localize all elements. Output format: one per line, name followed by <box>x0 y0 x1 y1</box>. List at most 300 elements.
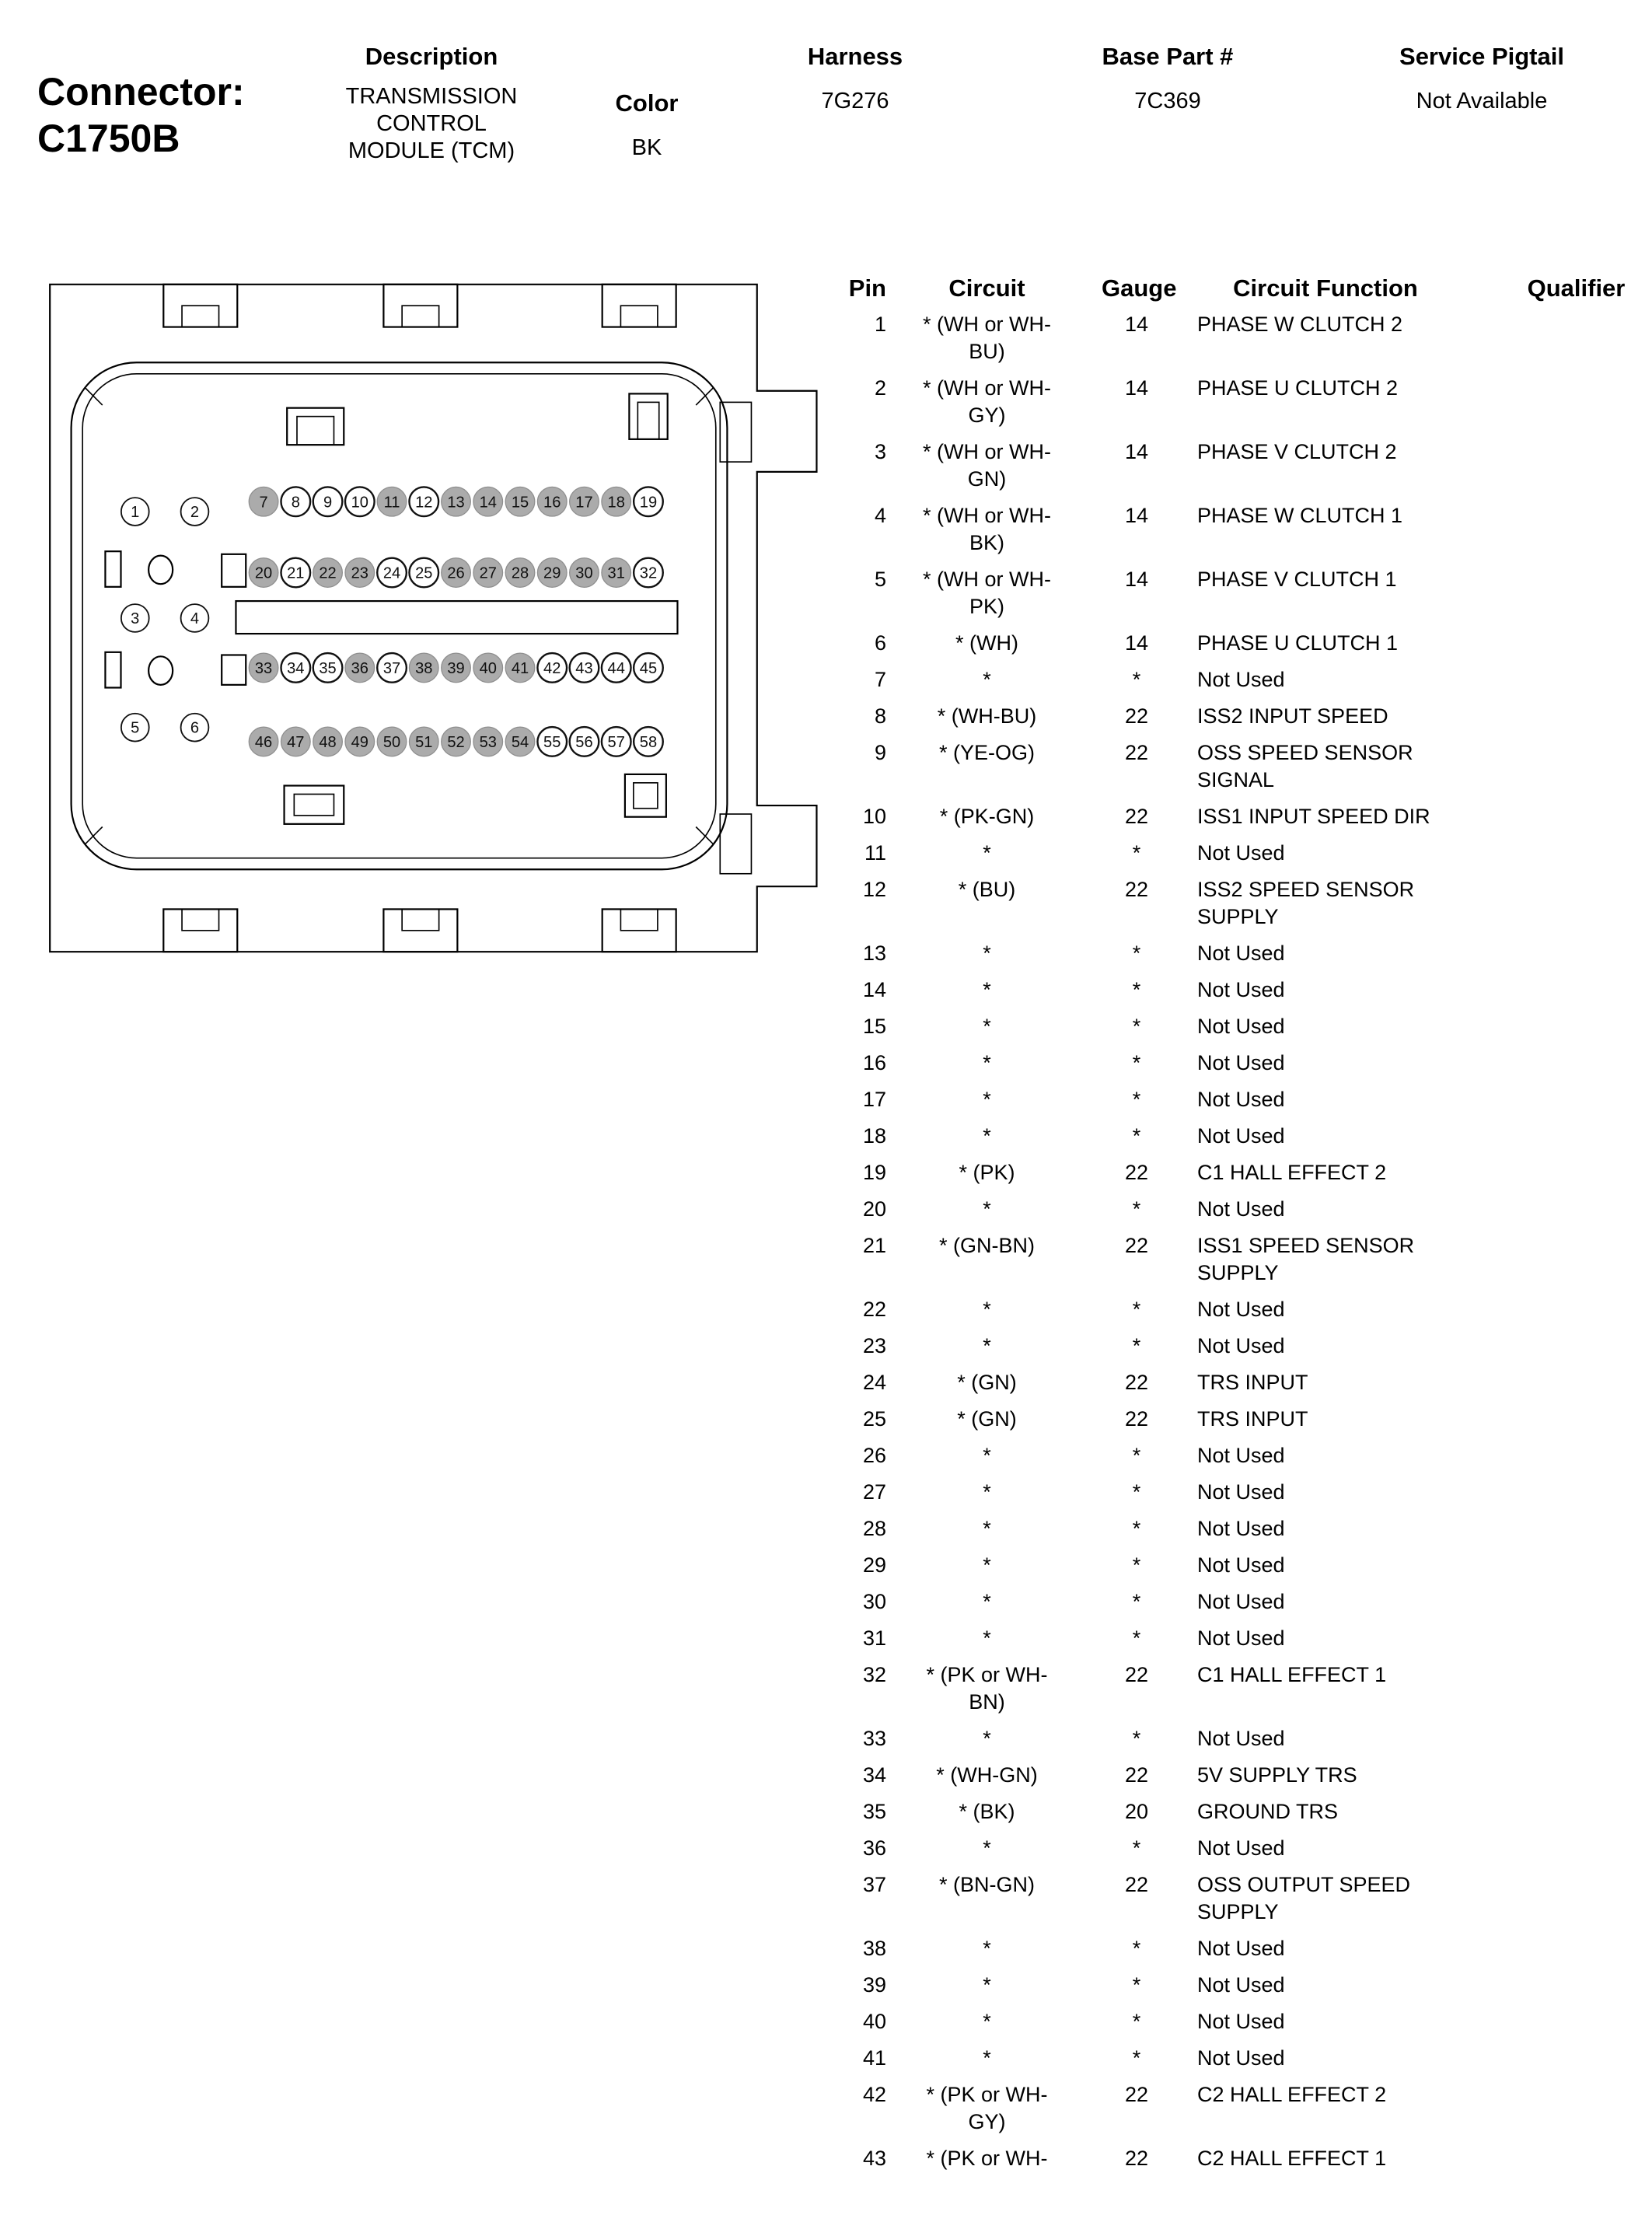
connector-pin-55 <box>537 727 567 756</box>
svg-text:40: 40 <box>479 660 497 678</box>
pinout-row <box>843 1474 1652 1511</box>
connector-pin-40 <box>473 653 503 683</box>
pinout-row <box>843 735 1652 798</box>
connector-pin-4 <box>181 604 209 632</box>
pinout-rows <box>843 306 1652 2177</box>
svg-text:45: 45 <box>639 660 658 678</box>
pinout-row <box>843 1757 1652 1794</box>
pinout-row <box>843 1328 1652 1364</box>
cell-qualifier <box>1500 311 1652 365</box>
cell-pin: 9 <box>874 741 886 764</box>
cell-qualifier <box>1500 1013 1652 1040</box>
cell-circuit-function: Not Used <box>1197 1836 1285 1860</box>
color-label: Color <box>615 89 679 117</box>
connector-pin-44 <box>602 653 631 683</box>
cell-pin: 5 <box>874 568 886 591</box>
connector-pin-9 <box>313 487 343 516</box>
cell-pin: 23 <box>862 1334 886 1357</box>
svg-text:16: 16 <box>543 494 561 512</box>
connector-pin-47 <box>281 727 310 756</box>
header-color <box>592 89 701 162</box>
cell-circuit-function: C2 HALL EFFECT 2 <box>1197 2083 1387 2106</box>
cell-circuit-function: PHASE V CLUTCH 2 <box>1197 440 1397 463</box>
connector-pin-2 <box>181 498 209 526</box>
svg-text:13: 13 <box>447 494 465 512</box>
cell-circuit-function: Not Used <box>1197 1973 1285 1997</box>
svg-text:55: 55 <box>543 734 561 752</box>
svg-text:51: 51 <box>415 734 433 752</box>
svg-text:32: 32 <box>639 564 658 582</box>
connector-pin-58 <box>634 727 663 756</box>
pinout-row <box>843 370 1652 434</box>
svg-text:1: 1 <box>131 504 140 522</box>
cell-qualifier <box>1500 1369 1652 1396</box>
cell-circuit-function: C1 HALL EFFECT 1 <box>1197 1663 1387 1686</box>
cell-pin: 28 <box>862 1517 886 1540</box>
cell-gauge: 22 <box>1124 1407 1149 1431</box>
svg-text:29: 29 <box>543 564 561 582</box>
connector-pin-51 <box>409 727 438 756</box>
description-value: TRANSMISSION CONTROL MODULE (TCM) <box>345 84 518 163</box>
cell-gauge: * <box>1132 1197 1141 1221</box>
cell-circuit-function: PHASE U CLUTCH 2 <box>1197 376 1399 400</box>
cell-circuit-function: Not Used <box>1197 1334 1285 1357</box>
header-harness <box>785 43 925 115</box>
cell-qualifier <box>1500 1871 1652 1926</box>
connector-pin-15 <box>505 487 535 516</box>
cell-qualifier <box>1500 1798 1652 1825</box>
cell-pin: 2 <box>874 376 886 400</box>
cell-qualifier <box>1500 1972 1652 1999</box>
cell-gauge: * <box>1132 1836 1141 1860</box>
cell-qualifier <box>1500 1552 1652 1579</box>
cell-circuit: * (WH) <box>955 631 1018 655</box>
cell-gauge: * <box>1132 1051 1141 1074</box>
connector-pin-23 <box>345 558 375 588</box>
svg-text:24: 24 <box>382 564 401 582</box>
cell-pin: 4 <box>874 504 886 527</box>
connector-pin-39 <box>442 653 471 683</box>
cell-pin: 37 <box>862 1873 886 1896</box>
cell-circuit-function: ISS1 SPEED SENSOR SUPPLY <box>1197 1234 1415 1284</box>
cell-pin: 34 <box>862 1763 886 1787</box>
cell-pin: 33 <box>862 1727 886 1750</box>
cell-circuit-function: Not Used <box>1197 942 1285 965</box>
page-title <box>37 68 245 162</box>
connector-bottom-tabs <box>163 909 676 952</box>
cell-gauge: 14 <box>1124 568 1149 591</box>
pinout-row <box>843 2140 1652 2177</box>
cell-qualifier <box>1500 666 1652 694</box>
cell-circuit: * (BN-GN) <box>939 1873 1035 1896</box>
connector-pin-24 <box>377 558 407 588</box>
cell-circuit-function: TRS INPUT <box>1197 1407 1308 1431</box>
cell-circuit-function: 5V SUPPLY TRS <box>1197 1763 1357 1787</box>
cell-qualifier <box>1500 438 1652 493</box>
cell-circuit-function: TRS INPUT <box>1197 1371 1308 1394</box>
col-header-pin: Pin <box>848 274 886 302</box>
cell-gauge: * <box>1132 1334 1141 1357</box>
header-service-pigtail <box>1365 43 1598 115</box>
cell-pin: 20 <box>862 1197 886 1221</box>
cell-qualifier <box>1500 1835 1652 1862</box>
cell-qualifier <box>1500 1661 1652 1716</box>
cell-qualifier <box>1500 940 1652 967</box>
connector-top-keying <box>287 393 667 445</box>
svg-text:8: 8 <box>291 494 300 512</box>
connector-pin-12 <box>409 487 438 516</box>
pinout-row <box>843 1155 1652 1191</box>
cell-circuit: * <box>983 1626 991 1650</box>
cell-circuit-function: Not Used <box>1197 1444 1285 1467</box>
svg-text:33: 33 <box>254 660 273 678</box>
connector-pin-11 <box>377 487 407 516</box>
cell-pin: 21 <box>862 1234 886 1257</box>
cell-gauge: * <box>1132 942 1141 965</box>
svg-text:42: 42 <box>543 660 561 678</box>
cell-gauge: 22 <box>1124 1234 1149 1257</box>
cell-gauge: * <box>1132 1088 1141 1111</box>
connector-pin-6 <box>181 714 209 742</box>
cell-gauge: * <box>1132 1444 1141 1467</box>
connector-pin-53 <box>473 727 503 756</box>
col-header-circuit-function: Circuit Function <box>1233 274 1418 302</box>
cell-qualifier <box>1500 739 1652 794</box>
pinout-row <box>843 698 1652 735</box>
cell-pin: 43 <box>862 2147 886 2170</box>
cell-pin: 27 <box>862 1480 886 1504</box>
cell-circuit: * <box>983 978 991 1001</box>
cell-qualifier <box>1500 1588 1652 1616</box>
cell-circuit-function: Not Used <box>1197 1124 1285 1148</box>
svg-text:6: 6 <box>190 719 200 737</box>
connector-pin-49 <box>345 727 375 756</box>
cell-circuit: * (WH or WH-PK) <box>923 568 1051 618</box>
cell-qualifier <box>1500 2008 1652 2035</box>
pinout-row <box>843 1008 1652 1045</box>
cell-circuit-function: ISS2 SPEED SENSOR SUPPLY <box>1197 878 1415 928</box>
cell-circuit: * (BU) <box>958 878 1016 901</box>
cell-qualifier <box>1500 566 1652 620</box>
cell-qualifier <box>1500 1333 1652 1360</box>
cell-circuit: * <box>983 1124 991 1148</box>
pinout-row <box>843 1438 1652 1474</box>
cell-gauge: * <box>1132 1973 1141 1997</box>
base-part-value: 7C369 <box>1134 89 1201 114</box>
svg-text:17: 17 <box>575 494 593 512</box>
svg-text:43: 43 <box>575 660 593 678</box>
svg-text:4: 4 <box>190 610 200 628</box>
cell-pin: 26 <box>862 1444 886 1467</box>
cell-circuit: * (YE-OG) <box>938 741 1035 764</box>
cell-circuit-function: Not Used <box>1197 1051 1285 1074</box>
base-part-label: Base Part # <box>1102 43 1234 70</box>
cell-pin: 6 <box>874 631 886 655</box>
cell-circuit-function: PHASE U CLUTCH 1 <box>1197 631 1399 655</box>
cell-pin: 17 <box>862 1088 886 1111</box>
cell-qualifier <box>1500 703 1652 730</box>
svg-text:58: 58 <box>639 734 658 752</box>
cell-circuit: * <box>983 1444 991 1467</box>
pinout-header-row <box>843 270 1652 306</box>
pinout-row <box>843 1867 1652 1930</box>
connector-pin-46 <box>249 727 278 756</box>
svg-text:38: 38 <box>415 660 433 678</box>
cell-pin: 32 <box>862 1663 886 1686</box>
cell-pin: 38 <box>862 1937 886 1960</box>
cell-circuit-function: OSS OUTPUT SPEED SUPPLY <box>1197 1873 1411 1923</box>
cell-pin: 40 <box>862 2010 886 2033</box>
pinout-row <box>843 1045 1652 1081</box>
connector-pin-30 <box>570 558 599 588</box>
connector-pin-8 <box>281 487 310 516</box>
cell-pin: 29 <box>862 1553 886 1577</box>
svg-text:54: 54 <box>511 734 529 752</box>
cell-circuit: * <box>983 1197 991 1221</box>
svg-text:7: 7 <box>259 494 268 512</box>
connector-pin-34 <box>281 653 310 683</box>
svg-text:56: 56 <box>575 734 593 752</box>
connector-pin-21 <box>281 558 310 588</box>
cell-circuit-function: Not Used <box>1197 1553 1285 1577</box>
cell-pin: 13 <box>862 942 886 965</box>
cell-gauge: 14 <box>1124 440 1149 463</box>
cell-circuit: * <box>983 2010 991 2033</box>
svg-text:39: 39 <box>447 660 465 678</box>
cell-circuit: * (PK or WH- <box>926 2147 1048 2170</box>
connector-pin-29 <box>537 558 567 588</box>
connector-pin-14 <box>473 487 503 516</box>
pinout-row <box>843 625 1652 662</box>
cell-pin: 25 <box>862 1407 886 1431</box>
pinout-row <box>843 2040 1652 2077</box>
cell-gauge: * <box>1132 1937 1141 1960</box>
connector-pin-3 <box>121 604 149 632</box>
svg-text:22: 22 <box>319 564 337 582</box>
pinout-row <box>843 1794 1652 1830</box>
cell-gauge: * <box>1132 1626 1141 1650</box>
svg-text:3: 3 <box>131 610 140 628</box>
connector-label: Connector: <box>37 70 245 114</box>
connector-pin-32 <box>634 558 663 588</box>
connector-pin-52 <box>442 727 471 756</box>
cell-circuit-function: Not Used <box>1197 1517 1285 1540</box>
cell-gauge: * <box>1132 1727 1141 1750</box>
header-description <box>334 43 529 165</box>
cell-circuit-function: C1 HALL EFFECT 2 <box>1197 1161 1387 1184</box>
cell-pin: 30 <box>862 1590 886 1613</box>
cell-qualifier <box>1500 1625 1652 1652</box>
cell-gauge: 22 <box>1124 878 1149 901</box>
svg-text:34: 34 <box>287 660 305 678</box>
connector-pin-27 <box>473 558 503 588</box>
cell-circuit: * <box>983 1590 991 1613</box>
pinout-row <box>843 306 1652 370</box>
cell-circuit-function: Not Used <box>1197 1590 1285 1613</box>
cell-circuit-function: OSS SPEED SENSOR SIGNAL <box>1197 741 1413 791</box>
connector-pin-22 <box>313 558 343 588</box>
harness-label: Harness <box>807 43 903 70</box>
cell-pin: 24 <box>862 1371 886 1394</box>
svg-text:36: 36 <box>351 660 368 678</box>
cell-gauge: 22 <box>1124 741 1149 764</box>
connector-pin-54 <box>505 727 535 756</box>
connector-pin-38 <box>409 653 438 683</box>
pinout-row <box>843 798 1652 835</box>
cell-circuit-function: PHASE V CLUTCH 1 <box>1197 568 1397 591</box>
connector-pin-31 <box>602 558 631 588</box>
connector-pin-42 <box>537 653 567 683</box>
cell-qualifier <box>1500 1515 1652 1542</box>
connector-pin-26 <box>442 558 471 588</box>
svg-text:19: 19 <box>639 494 658 512</box>
svg-text:21: 21 <box>287 564 305 582</box>
cell-gauge: * <box>1132 1480 1141 1504</box>
svg-text:9: 9 <box>323 494 333 512</box>
cell-circuit: * (BK) <box>959 1800 1015 1823</box>
cell-gauge: 22 <box>1124 1873 1149 1896</box>
connector-body-inner <box>82 374 716 858</box>
svg-text:26: 26 <box>447 564 465 582</box>
cell-circuit: * (PK-GN) <box>939 805 1035 828</box>
cell-qualifier <box>1500 1406 1652 1433</box>
cell-gauge: * <box>1132 2010 1141 2033</box>
cell-circuit: * (PK) <box>959 1161 1015 1184</box>
cell-circuit: * <box>983 1088 991 1111</box>
connector-pin-20 <box>249 558 278 588</box>
cell-qualifier <box>1500 840 1652 867</box>
pinout-row <box>843 1830 1652 1867</box>
connector-pin-13 <box>442 487 471 516</box>
cell-pin: 39 <box>862 1973 886 1997</box>
connector-pin-35 <box>313 653 343 683</box>
svg-text:28: 28 <box>511 564 529 582</box>
svg-text:41: 41 <box>511 660 529 678</box>
pinout-row <box>843 1930 1652 1967</box>
pinout-row <box>843 2077 1652 2140</box>
connector-pin-28 <box>505 558 535 588</box>
cell-circuit: * <box>983 942 991 965</box>
cell-qualifier <box>1500 502 1652 557</box>
cell-qualifier <box>1500 1725 1652 1752</box>
cell-gauge: * <box>1132 668 1141 691</box>
svg-text:50: 50 <box>382 734 401 752</box>
connector-pin-1 <box>121 498 149 526</box>
svg-text:46: 46 <box>254 734 273 752</box>
connector-pin-43 <box>570 653 599 683</box>
pinout-row <box>843 1228 1652 1291</box>
cell-pin: 19 <box>862 1161 886 1184</box>
pinout-row <box>843 935 1652 972</box>
cell-gauge: 22 <box>1124 704 1149 728</box>
cell-gauge: * <box>1132 1590 1141 1613</box>
svg-text:52: 52 <box>447 734 465 752</box>
cell-gauge: * <box>1132 1124 1141 1148</box>
cell-pin: 22 <box>862 1298 886 1321</box>
cell-gauge: 22 <box>1124 2083 1149 2106</box>
pinout-row <box>843 1967 1652 2004</box>
cell-pin: 14 <box>862 978 886 1001</box>
cell-circuit-function: PHASE W CLUTCH 1 <box>1197 504 1403 527</box>
cell-qualifier <box>1500 2045 1652 2072</box>
pinout-row <box>843 1401 1652 1438</box>
svg-text:48: 48 <box>319 734 337 752</box>
cell-pin: 16 <box>862 1051 886 1074</box>
cell-circuit: * (WH or WH-GN) <box>923 440 1051 491</box>
cell-gauge: * <box>1132 1517 1141 1540</box>
cell-qualifier <box>1500 1050 1652 1077</box>
cell-gauge: 22 <box>1124 1663 1149 1686</box>
cell-circuit-function: ISS1 INPUT SPEED DIR <box>1197 805 1430 828</box>
cell-circuit: * <box>983 2046 991 2070</box>
cell-qualifier <box>1500 1196 1652 1223</box>
cell-circuit: * <box>983 1973 991 1997</box>
cell-pin: 35 <box>862 1800 886 1823</box>
pinout-row <box>843 972 1652 1008</box>
cell-gauge: * <box>1132 2046 1141 2070</box>
svg-text:10: 10 <box>351 494 368 512</box>
connector-pin-57 <box>602 727 631 756</box>
connector-pin-37 <box>377 653 407 683</box>
svg-text:31: 31 <box>607 564 625 582</box>
pinout-row <box>843 1081 1652 1118</box>
color-value: BK <box>631 135 662 160</box>
cell-qualifier <box>1500 1123 1652 1150</box>
svg-text:27: 27 <box>479 564 497 582</box>
cell-gauge: 22 <box>1124 1161 1149 1184</box>
cell-circuit-function: Not Used <box>1197 1480 1285 1504</box>
pinout-row <box>843 1547 1652 1584</box>
connector-bottom-keying <box>285 774 666 824</box>
connector-pin-41 <box>505 653 535 683</box>
cell-pin: 31 <box>862 1626 886 1650</box>
cell-circuit: * <box>983 1298 991 1321</box>
cell-pin: 42 <box>862 2083 886 2106</box>
cell-circuit: * (WH-BU) <box>937 704 1037 728</box>
pinout-table <box>843 270 1652 2177</box>
connector-pin-10 <box>345 487 375 516</box>
connector-pin-45 <box>634 653 663 683</box>
cell-circuit: * (GN) <box>957 1407 1017 1431</box>
cell-circuit-function: ISS2 INPUT SPEED <box>1197 704 1388 728</box>
cell-gauge: * <box>1132 1015 1141 1038</box>
cell-gauge: * <box>1132 978 1141 1001</box>
svg-text:11: 11 <box>383 494 400 512</box>
svg-text:12: 12 <box>415 494 433 512</box>
svg-text:30: 30 <box>575 564 593 582</box>
cell-qualifier <box>1500 1296 1652 1323</box>
cell-circuit: * <box>983 668 991 691</box>
cell-pin: 11 <box>864 841 886 865</box>
svg-text:25: 25 <box>415 564 433 582</box>
col-header-gauge: Gauge <box>1102 274 1177 302</box>
cell-circuit: * <box>983 841 991 865</box>
pinout-row <box>843 835 1652 872</box>
description-label: Description <box>365 43 498 70</box>
cell-circuit: * <box>983 1015 991 1038</box>
connector-center-slot <box>236 601 677 634</box>
pinout-row <box>843 872 1652 935</box>
cell-qualifier <box>1500 2081 1652 2136</box>
connector-pin-50 <box>377 727 407 756</box>
pinout-row <box>843 561 1652 625</box>
cell-circuit-function: Not Used <box>1197 2010 1285 2033</box>
cell-circuit: * <box>983 1480 991 1504</box>
cell-qualifier <box>1500 977 1652 1004</box>
connector-right-details <box>720 402 751 873</box>
cell-circuit: * (WH-GN) <box>936 1763 1038 1787</box>
cell-circuit-function: C2 HALL EFFECT 1 <box>1197 2147 1387 2170</box>
